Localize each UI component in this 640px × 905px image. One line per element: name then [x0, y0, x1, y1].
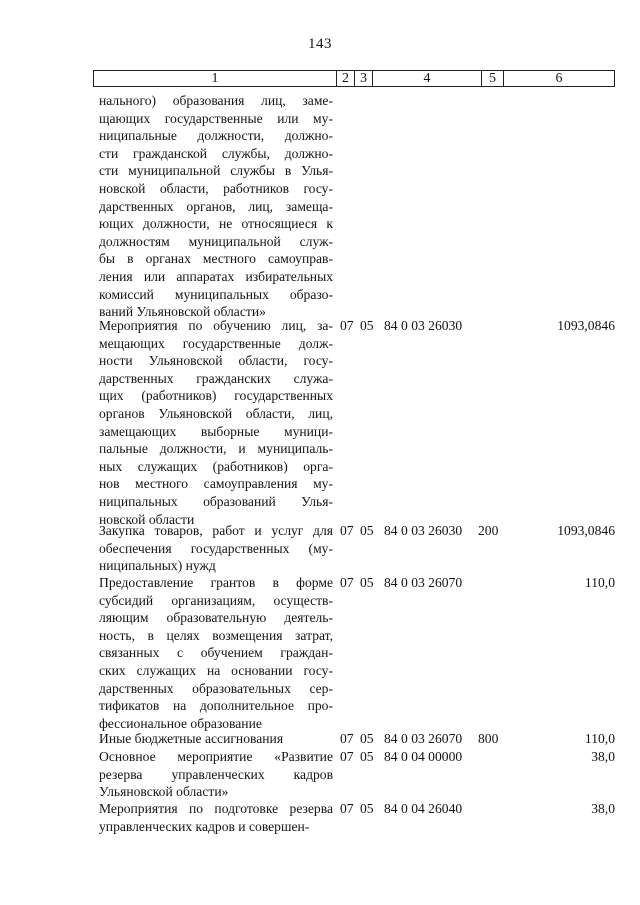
- description-line: пальные должности, и муниципаль-: [99, 441, 333, 457]
- subsection-code: 05: [360, 318, 374, 333]
- expense-type-code: 200: [478, 523, 499, 538]
- description-line: ющих должности, не относящиеся к: [99, 216, 333, 232]
- header-col-4: 4: [372, 70, 482, 87]
- header-col-3: 3: [354, 70, 373, 87]
- description-line: Иные бюджетные ассигнования: [99, 731, 284, 746]
- description-line: сти гражданской службы, должно-: [99, 145, 333, 161]
- header-col-5: 5: [481, 70, 504, 87]
- description-line: ских служащих на основании госу-: [99, 662, 333, 678]
- section-code: 07: [340, 523, 354, 538]
- row-description: [99, 800, 333, 835]
- description-line: Ульяновской области»: [99, 784, 229, 800]
- target-article-code: 84 0 03 26030: [384, 318, 463, 333]
- subsection-code: 05: [360, 801, 374, 816]
- description-line: новской области: [99, 511, 195, 527]
- table-header: [93, 70, 615, 87]
- description-line: ления или аппаратах избирательных: [99, 268, 333, 284]
- header-col-2: 2: [336, 70, 355, 87]
- target-article-code: 84 0 03 26070: [384, 575, 463, 590]
- description-line: дарственных образовательных сер-: [99, 680, 333, 696]
- description-line: мещающих государственные долж-: [99, 335, 333, 351]
- section-code: 07: [340, 731, 354, 746]
- subsection-code: 05: [360, 731, 374, 746]
- amount-value: 110,0: [584, 575, 615, 590]
- description-line: связанных с обучением граждан-: [99, 645, 333, 661]
- page-number: 143: [308, 36, 332, 52]
- description-line: нов местного самоуправления му-: [99, 476, 333, 492]
- description-line: ляющим образовательную деятель-: [99, 610, 333, 626]
- description-line: ниципальных образований Улья-: [99, 493, 333, 509]
- description-line: Основное мероприятие «Развитие: [99, 749, 333, 764]
- amount-value: 38,0: [591, 801, 615, 816]
- description-line: ниципальных) нужд: [99, 558, 216, 574]
- row-description: [99, 574, 333, 732]
- target-article-code: 84 0 03 26070: [384, 731, 463, 746]
- expense-type-code: 800: [478, 731, 499, 746]
- description-line: сти муниципальной службы в Улья-: [99, 163, 333, 179]
- description-line: управленческих кадров и совершен-: [99, 818, 310, 834]
- description-line: Мероприятия по подготовке резерва: [99, 801, 333, 816]
- subsection-code: 05: [360, 523, 374, 538]
- row-description: [99, 730, 333, 748]
- subsection-code: 05: [360, 749, 374, 764]
- description-line: щих (работников) государственных: [99, 388, 333, 404]
- description-line: тификатов на дополнительное про-: [99, 698, 333, 714]
- row-description: [99, 748, 333, 801]
- description-line: ниципальные должности, должно-: [99, 128, 333, 144]
- section-code: 07: [340, 318, 354, 333]
- amount-value: 110,0: [584, 731, 615, 746]
- description-line: ваний Ульяновской области»: [99, 304, 266, 320]
- target-article-code: 84 0 03 26030: [384, 523, 463, 538]
- description-line: ных служащих (работников) орга-: [99, 458, 333, 474]
- description-line: бы в органах местного самоуправ-: [99, 251, 333, 267]
- description-line: комиссий муниципальных образо-: [99, 286, 333, 302]
- amount-value: 1093,0846: [557, 523, 615, 538]
- section-code: 07: [340, 575, 354, 590]
- description-line: фессиональное образование: [99, 715, 262, 731]
- description-line: резерва управленческих кадров: [99, 766, 333, 782]
- header-col-6: 6: [503, 70, 615, 87]
- description-line: новской области, работников госу-: [99, 180, 333, 196]
- description-line: ности Ульяновской области, госу-: [99, 353, 333, 369]
- description-line: субсидий организациям, осуществ-: [99, 592, 333, 608]
- target-article-code: 84 0 04 00000: [384, 749, 463, 764]
- subsection-code: 05: [360, 575, 374, 590]
- description-line: замещающих выборные муници-: [99, 423, 333, 439]
- section-code: 07: [340, 801, 354, 816]
- description-line: обеспечения государственных (му-: [99, 540, 333, 556]
- description-line: нального) образования лиц, заме-: [99, 93, 333, 108]
- section-code: 07: [340, 749, 354, 764]
- row-description: [99, 522, 333, 575]
- description-line: должностям муниципальной служ-: [99, 233, 333, 249]
- description-line: дарственных гражданских служа-: [99, 370, 333, 386]
- description-line: Закупка товаров, работ и услуг для: [99, 523, 333, 538]
- description-line: Мероприятия по обучению лиц, за-: [99, 318, 333, 333]
- row-description: [99, 317, 333, 528]
- target-article-code: 84 0 04 26040: [384, 801, 463, 816]
- amount-value: 1093,0846: [557, 318, 615, 333]
- description-line: щающих государственные или му-: [99, 110, 333, 126]
- header-col-1: 1: [93, 70, 337, 87]
- amount-value: 38,0: [591, 749, 615, 764]
- description-line: ность, в целях возмещения затрат,: [99, 627, 333, 643]
- row-description: [99, 92, 333, 321]
- description-line: дарственных органов, лиц, замеща-: [99, 198, 333, 214]
- description-line: органов Ульяновской области, лиц,: [99, 405, 333, 421]
- description-line: Предоставление грантов в форме: [99, 575, 333, 590]
